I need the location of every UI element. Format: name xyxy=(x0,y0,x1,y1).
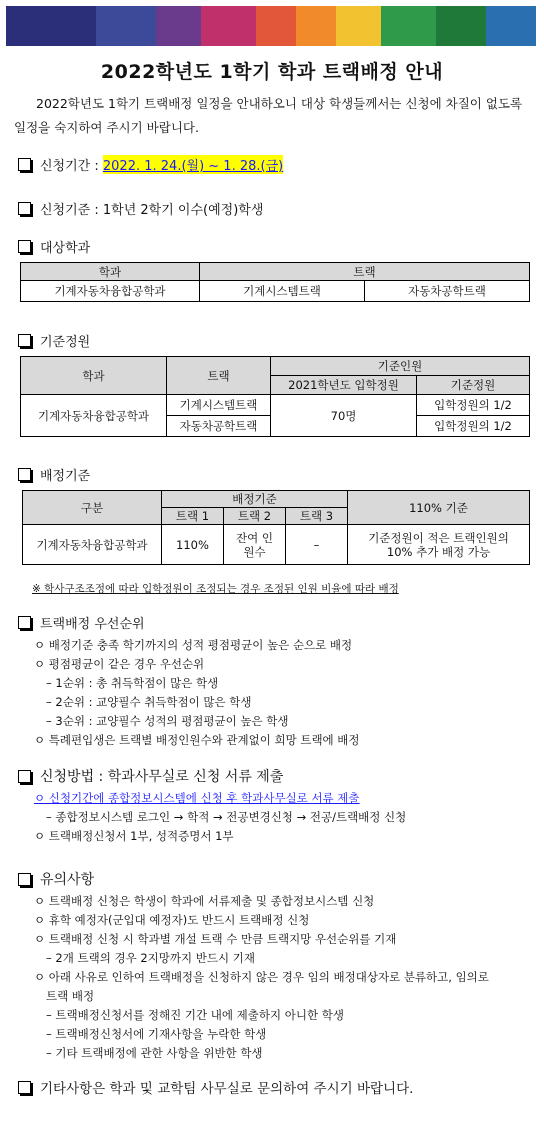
dept-cell: 기계자동차융합공학과 xyxy=(21,395,167,437)
priority-list xyxy=(26,636,360,750)
method-list xyxy=(26,789,406,846)
quota-table xyxy=(20,356,530,437)
list-item: ㅇ 트랙배정 신청은 학생이 학과에 서류제출 및 종합정보시스템 신청 xyxy=(34,894,375,908)
target-heading: 대상학과 xyxy=(40,241,91,256)
intro-text: 2022학년도 1학기 트랙배정 일정을 안내하오니 대상 학생들께서는 신청에 차질이 없도록 일정을 숙지하여 주시기 바랍니다. xyxy=(14,96,523,135)
criteria-text: 신청기준 : 1학년 2학기 이수(예정)학생 xyxy=(40,203,264,218)
col-base: 기준정원 xyxy=(417,376,530,395)
section-caution xyxy=(18,869,94,889)
dept-cell: 기계자동차융합공학과 xyxy=(23,525,162,565)
col-track: 트랙 xyxy=(200,263,530,281)
track-cell: 자동차공학트랙 xyxy=(365,281,530,302)
checkbox-bullet-icon xyxy=(18,202,31,215)
page-title: 2022학년도 1학기 학과 트랙배정 안내 xyxy=(100,61,444,83)
col-group: 기준인원 xyxy=(271,357,530,376)
section-quota xyxy=(18,331,90,350)
col-t2: 트랙 2 xyxy=(224,508,286,525)
list-item: – 1순위 : 총 취득학점이 많은 학생 xyxy=(46,676,219,690)
list-item: ㅇ 아래 사유로 인하여 트랙배정을 신청하지 않은 경우 임의 배정대상자로 분류하고, 임의로 xyxy=(34,970,489,984)
section-priority xyxy=(18,613,145,632)
track-cell: 자동차공학트랙 xyxy=(167,416,271,437)
110-cell: 기준정원이 적은 트랙인원의 10% 추가 배정 가능 xyxy=(348,525,530,565)
checkbox-bullet-icon xyxy=(18,334,31,347)
checkbox-bullet-icon xyxy=(18,240,31,253)
list-item: – 2개 트랙의 경우 2지망까지 반드시 기재 xyxy=(46,951,255,965)
list-item: ㅇ 트랙배정신청서 1부, 성적증명서 1부 xyxy=(34,829,234,843)
dept-cell: 기계자동차융합공학과 xyxy=(21,281,200,302)
note-text: ※ 학사구조조정에 따라 입학정원이 조정되는 경우 조정된 인원 비율에 따라 배정 xyxy=(32,583,399,595)
list-item: – 트랙배정신청서를 정해진 기간 내에 제출하지 아니한 학생 xyxy=(46,1008,344,1022)
alloc-heading: 배정기준 xyxy=(40,469,91,484)
list-item: – 종합정보시스템 로그인 → 학적 → 전공변경신청 → 전공/트랙배정 신청 xyxy=(46,810,407,824)
caution-heading: 유의사항 xyxy=(40,872,95,888)
col-track: 트랙 xyxy=(167,357,271,395)
col-admission: 2021학년도 입학정원 xyxy=(271,376,417,395)
quota-heading: 기준정원 xyxy=(40,335,91,350)
period-value: 2022. 1. 24.(월) ~ 1. 28.(금) xyxy=(103,155,283,174)
checkbox-bullet-icon xyxy=(18,770,31,783)
col-t1: 트랙 1 xyxy=(162,508,224,525)
checkbox-bullet-icon xyxy=(18,616,31,629)
section-criteria xyxy=(18,199,263,218)
checkbox-bullet-icon xyxy=(18,873,31,886)
list-item: ㅇ 평점평균이 같은 경우 우선순위 xyxy=(34,657,205,671)
track-cell: 기계시스템트랙 xyxy=(167,395,271,416)
list-item: ㅇ 휴학 예정자(군입대 예정자)도 반드시 트랙배정 신청 xyxy=(34,913,310,927)
section-method xyxy=(18,766,283,786)
caution-list xyxy=(26,892,489,1063)
section-alloc xyxy=(18,465,90,484)
t2-cell: 잔여 인원수 xyxy=(224,525,286,565)
list-item: – 3순위 : 교양필수 성적의 평점평균이 높은 학생 xyxy=(46,714,289,728)
checkbox-bullet-icon xyxy=(18,158,31,171)
period-label: 신청기간 : xyxy=(40,159,99,174)
admission-cell: 70명 xyxy=(271,395,417,437)
list-item: ㅇ 트랙배정 신청 시 학과별 개설 트랙 수 만큼 트랙지망 우선순위를 기재 xyxy=(34,932,397,946)
col-110: 110% 기준 xyxy=(348,491,530,525)
list-item: ㅇ 배정기준 충족 학기까지의 성적 평점평균이 높은 순으로 배정 xyxy=(34,638,353,652)
list-item: ㅇ 신청기간에 종합정보시스템에 신청 후 학과사무실로 서류 제출 xyxy=(34,791,360,805)
list-item: – 기타 트랙배정에 관한 사항을 위반한 학생 xyxy=(46,1046,263,1060)
list-item: ㅇ 특례편입생은 트랙별 배정인원수와 관계없이 희망 트랙에 배정 xyxy=(34,733,360,747)
base-cell: 입학정원의 1/2 xyxy=(417,416,530,437)
section-target xyxy=(18,237,90,256)
alloc-table xyxy=(22,490,530,565)
col-div: 구분 xyxy=(23,491,162,525)
col-t3: 트랙 3 xyxy=(286,508,348,525)
method-heading: 신청방법 : 학과사무실로 신청 서류 제출 xyxy=(40,769,284,785)
target-table xyxy=(20,262,530,302)
priority-heading: 트랙배정 우선순위 xyxy=(40,617,145,632)
t3-cell: – xyxy=(286,525,348,565)
section-period xyxy=(18,155,283,174)
footer-text: 기타사항은 학과 및 교학팀 사무실로 문의하여 주시기 바랍니다. xyxy=(40,1081,414,1097)
list-item: – 트랙배정신청서에 기재사항을 누락한 학생 xyxy=(46,1027,267,1041)
list-item: 트랙 배정 xyxy=(46,989,95,1003)
base-cell: 입학정원의 1/2 xyxy=(417,395,530,416)
header-banner xyxy=(6,6,536,46)
list-item: – 2순위 : 교양필수 취득학점이 많은 학생 xyxy=(46,695,252,709)
t1-cell: 110% xyxy=(162,525,224,565)
checkbox-bullet-icon xyxy=(18,1081,31,1094)
col-dept: 학과 xyxy=(21,263,200,281)
col-dept: 학과 xyxy=(21,357,167,395)
section-footer xyxy=(18,1077,413,1097)
col-group: 배정기준 xyxy=(162,491,348,508)
track-cell: 기계시스템트랙 xyxy=(200,281,365,302)
checkbox-bullet-icon xyxy=(18,468,31,481)
